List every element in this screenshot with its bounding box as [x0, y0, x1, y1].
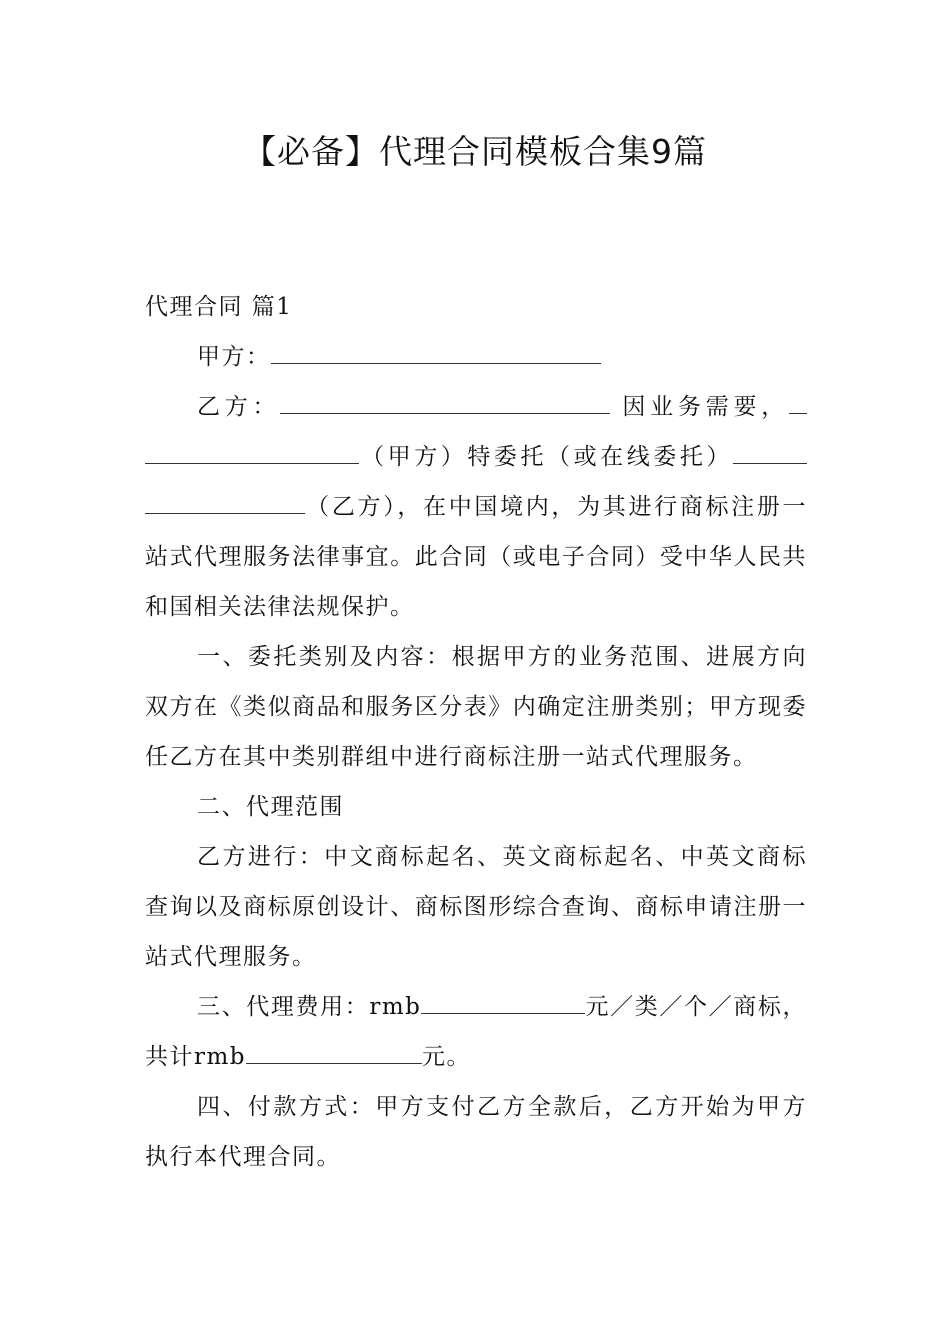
clause-3-text-b: 元／类／个／商标，共计rmb: [145, 994, 807, 1070]
agent-blank-a[interactable]: [733, 445, 807, 464]
clause-1: 一、委托类别及内容：根据甲方的业务范围、进展方向双方在《类似商品和服务区分表》内确定注册类别；甲方现委任乙方在其中类别群组中进行商标注册一站式代理服务。: [145, 644, 807, 770]
party-a-blank[interactable]: [271, 345, 601, 364]
document-body: [145, 282, 807, 1182]
party-a-line: [145, 332, 807, 382]
intro-text-2: （甲方）特委托（或在线委托）: [359, 444, 733, 470]
clause-3-text-a: 三、代理费用：rmb: [197, 994, 422, 1020]
document-title: 【必备】代理合同模板合集9篇: [243, 132, 707, 171]
party-a-label: 甲方：: [197, 344, 271, 370]
clause-3: [145, 982, 807, 1082]
party-b-blank[interactable]: [280, 395, 610, 414]
fee-per-class-blank[interactable]: [421, 995, 585, 1014]
party-b-label: 乙方：: [197, 394, 281, 420]
intro-paragraph: [145, 382, 807, 632]
intro-text-3: （乙方），在中国境内，为其进行商标注册一站式代理服务法律事宜。此合同（或电子合同）受中华人民共和国相关法律法规保护。: [145, 494, 807, 620]
principal-blank-b[interactable]: [145, 445, 359, 464]
clause-4: 四、付款方式：甲方支付乙方全款后，乙方开始为甲方执行本代理合同。: [145, 1094, 807, 1170]
agent-blank-b[interactable]: [145, 495, 305, 514]
fee-total-blank[interactable]: [246, 1045, 422, 1064]
clause-2-title: 二、代理范围: [197, 794, 344, 820]
intro-text-1: 因业务需要，: [622, 394, 790, 420]
clause-3-text-c: 元。: [422, 1044, 472, 1070]
principal-blank-a[interactable]: [789, 395, 807, 414]
section-heading: 代理合同 篇1: [145, 294, 293, 320]
clause-2-body: 乙方进行：中文商标起名、英文商标起名、中英文商标查询以及商标原创设计、商标图形综合查询、商标申请注册一站式代理服务。: [145, 844, 807, 970]
